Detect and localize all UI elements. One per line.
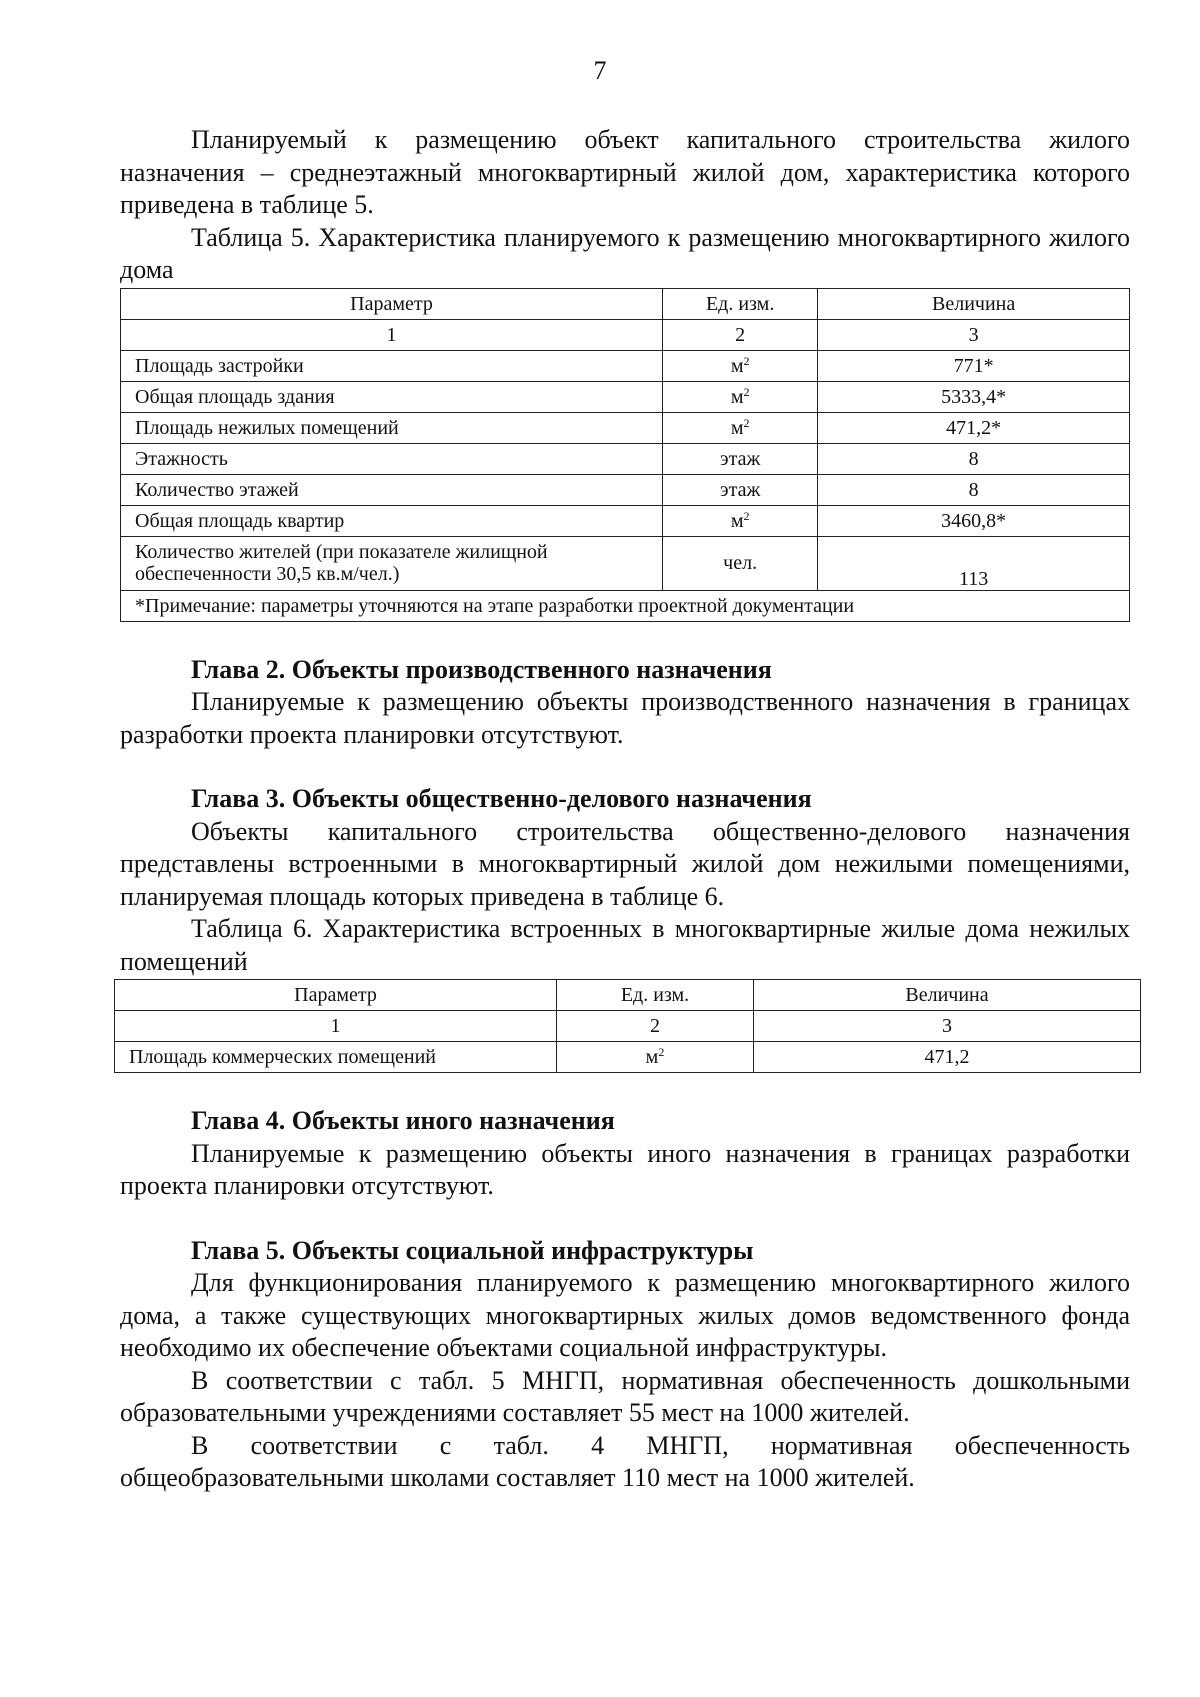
unit-cell: чел. xyxy=(662,536,817,590)
unit-text: м xyxy=(730,509,744,532)
unit-superscript: 2 xyxy=(743,384,750,399)
value-cell: 471,2* xyxy=(818,412,1130,443)
unit-cell xyxy=(662,412,817,443)
unit-text: м xyxy=(730,385,744,408)
unit-text: м xyxy=(730,354,744,377)
chapter5-heading: Глава 5. Объекты социальной инфраструктуры xyxy=(191,1235,754,1265)
unit-cell xyxy=(662,350,817,381)
table-number-row xyxy=(115,1011,1141,1042)
table-number-cell: 2 xyxy=(557,1011,754,1042)
chapter4-heading: Глава 4. Объекты иного назначения xyxy=(191,1106,615,1135)
unit-superscript: 2 xyxy=(743,353,750,368)
table5-caption: Таблица 5. Характеристика планируемого к размещению многоквартирного жилого дома xyxy=(120,222,1130,284)
table-header-cell: Ед. изм. xyxy=(557,980,754,1011)
chapter3-heading: Глава 3. Объекты общественно-делового назначения xyxy=(191,784,812,813)
table-row xyxy=(121,505,1130,536)
section-gap xyxy=(120,1203,1130,1235)
value-cell: 113 xyxy=(818,536,1130,590)
table-header-row xyxy=(115,980,1141,1011)
table-row xyxy=(121,443,1130,474)
value-cell: 8 xyxy=(818,443,1130,474)
param-cell: Количество этажей xyxy=(121,474,663,505)
table-row xyxy=(121,412,1130,443)
unit-text: м xyxy=(730,416,744,439)
page-number: 7 xyxy=(593,56,607,85)
table-row xyxy=(121,381,1130,412)
unit-superscript: 2 xyxy=(743,415,750,430)
intro-paragraph: Планируемый к размещению объект капитального строительства жилого назначения – среднеэтажный многоквартирный жилой дом, характеристика которого приведена в таблице 5. xyxy=(120,125,1130,219)
param-cell: Площадь коммерческих помещений xyxy=(115,1042,557,1073)
unit-superscript: 2 xyxy=(743,508,750,523)
table-number-cell: 1 xyxy=(115,1011,557,1042)
table-number-cell: 3 xyxy=(818,319,1130,350)
table-row xyxy=(121,474,1130,505)
value-cell: 771* xyxy=(818,350,1130,381)
table-row xyxy=(121,350,1130,381)
table-header-cell: Параметр xyxy=(121,288,663,319)
value-cell: 8 xyxy=(818,474,1130,505)
section-gap xyxy=(120,1073,1130,1105)
chapter3-text: Объекты капитального строительства общественно-делового назначения представлены встроенными в многоквартирный жилой дом нежилыми помещениями, планируемая площадь которых приведена в таблице 6. xyxy=(120,816,1130,911)
chapter2-text: Планируемые к размещению объекты производственного назначения в границах разработки проекта планировки отсутствуют. xyxy=(120,687,1130,749)
table-row xyxy=(121,536,1130,590)
param-cell: Общая площадь квартир xyxy=(121,505,663,536)
document-body xyxy=(120,124,1130,1495)
section-gap xyxy=(120,751,1130,783)
table-number-cell: 1 xyxy=(121,319,663,350)
table-number-cell: 2 xyxy=(662,319,817,350)
chapter5-text-2: В соответствии с табл. 5 МНГП, нормативная обеспеченность дошкольными образовательными учреждениями составляет 55 мест на 1000 жителей. xyxy=(120,1365,1130,1427)
section-gap xyxy=(120,622,1130,654)
unit-cell xyxy=(662,505,817,536)
table-header-cell: Величина xyxy=(754,980,1141,1011)
table-header-row xyxy=(121,288,1130,319)
unit-cell: этаж xyxy=(662,443,817,474)
table-row xyxy=(115,1042,1141,1073)
param-cell: Количество жителей (при показателе жилищной обеспеченности 30,5 кв.м/чел.) xyxy=(121,536,663,590)
unit-cell xyxy=(662,381,817,412)
table-number-row xyxy=(121,319,1130,350)
table-header-cell: Ед. изм. xyxy=(662,288,817,319)
unit-cell xyxy=(557,1042,754,1073)
unit-cell: этаж xyxy=(662,474,817,505)
value-cell: 5333,4* xyxy=(818,381,1130,412)
chapter4-text: Планируемые к размещению объекты иного назначения в границах разработки проекта планировки отсутствуют. xyxy=(120,1138,1130,1200)
param-cell: Площадь нежилых помещений xyxy=(121,412,663,443)
table-header-cell: Параметр xyxy=(115,980,557,1011)
param-cell: Общая площадь здания xyxy=(121,381,663,412)
unit-text: м xyxy=(645,1046,659,1068)
table-header-cell: Величина xyxy=(818,288,1130,319)
table6-caption: Таблица 6. Характеристика встроенных в многоквартирные жилые дома нежилых помещений xyxy=(120,914,1130,976)
param-cell: Этажность xyxy=(121,443,663,474)
table-note: *Примечание: параметры уточняются на этапе разработки проектной документации xyxy=(121,590,1130,621)
table-number-cell: 3 xyxy=(754,1011,1141,1042)
chapter2-heading: Глава 2. Объекты производственного назначения xyxy=(191,654,772,684)
table5 xyxy=(120,288,1130,622)
table-note-row xyxy=(121,590,1130,621)
value-cell: 3460,8* xyxy=(818,505,1130,536)
value-cell: 471,2 xyxy=(754,1042,1141,1073)
unit-superscript: 2 xyxy=(658,1045,665,1059)
param-cell: Площадь застройки xyxy=(121,350,663,381)
table6 xyxy=(114,979,1141,1073)
chapter5-text-1: Для функционирования планируемого к размещению многоквартирного жилого дома, а также существующих многоквартирных жилых домов ведомственного фонда необходимо их обеспечение объектами социальной инфраструктуры. xyxy=(120,1268,1130,1362)
chapter5-text-3: В соответствии с табл. 4 МНГП, нормативная обеспеченность общеобразовательными школами составляет 110 мест на 1000 жителей. xyxy=(120,1430,1130,1492)
